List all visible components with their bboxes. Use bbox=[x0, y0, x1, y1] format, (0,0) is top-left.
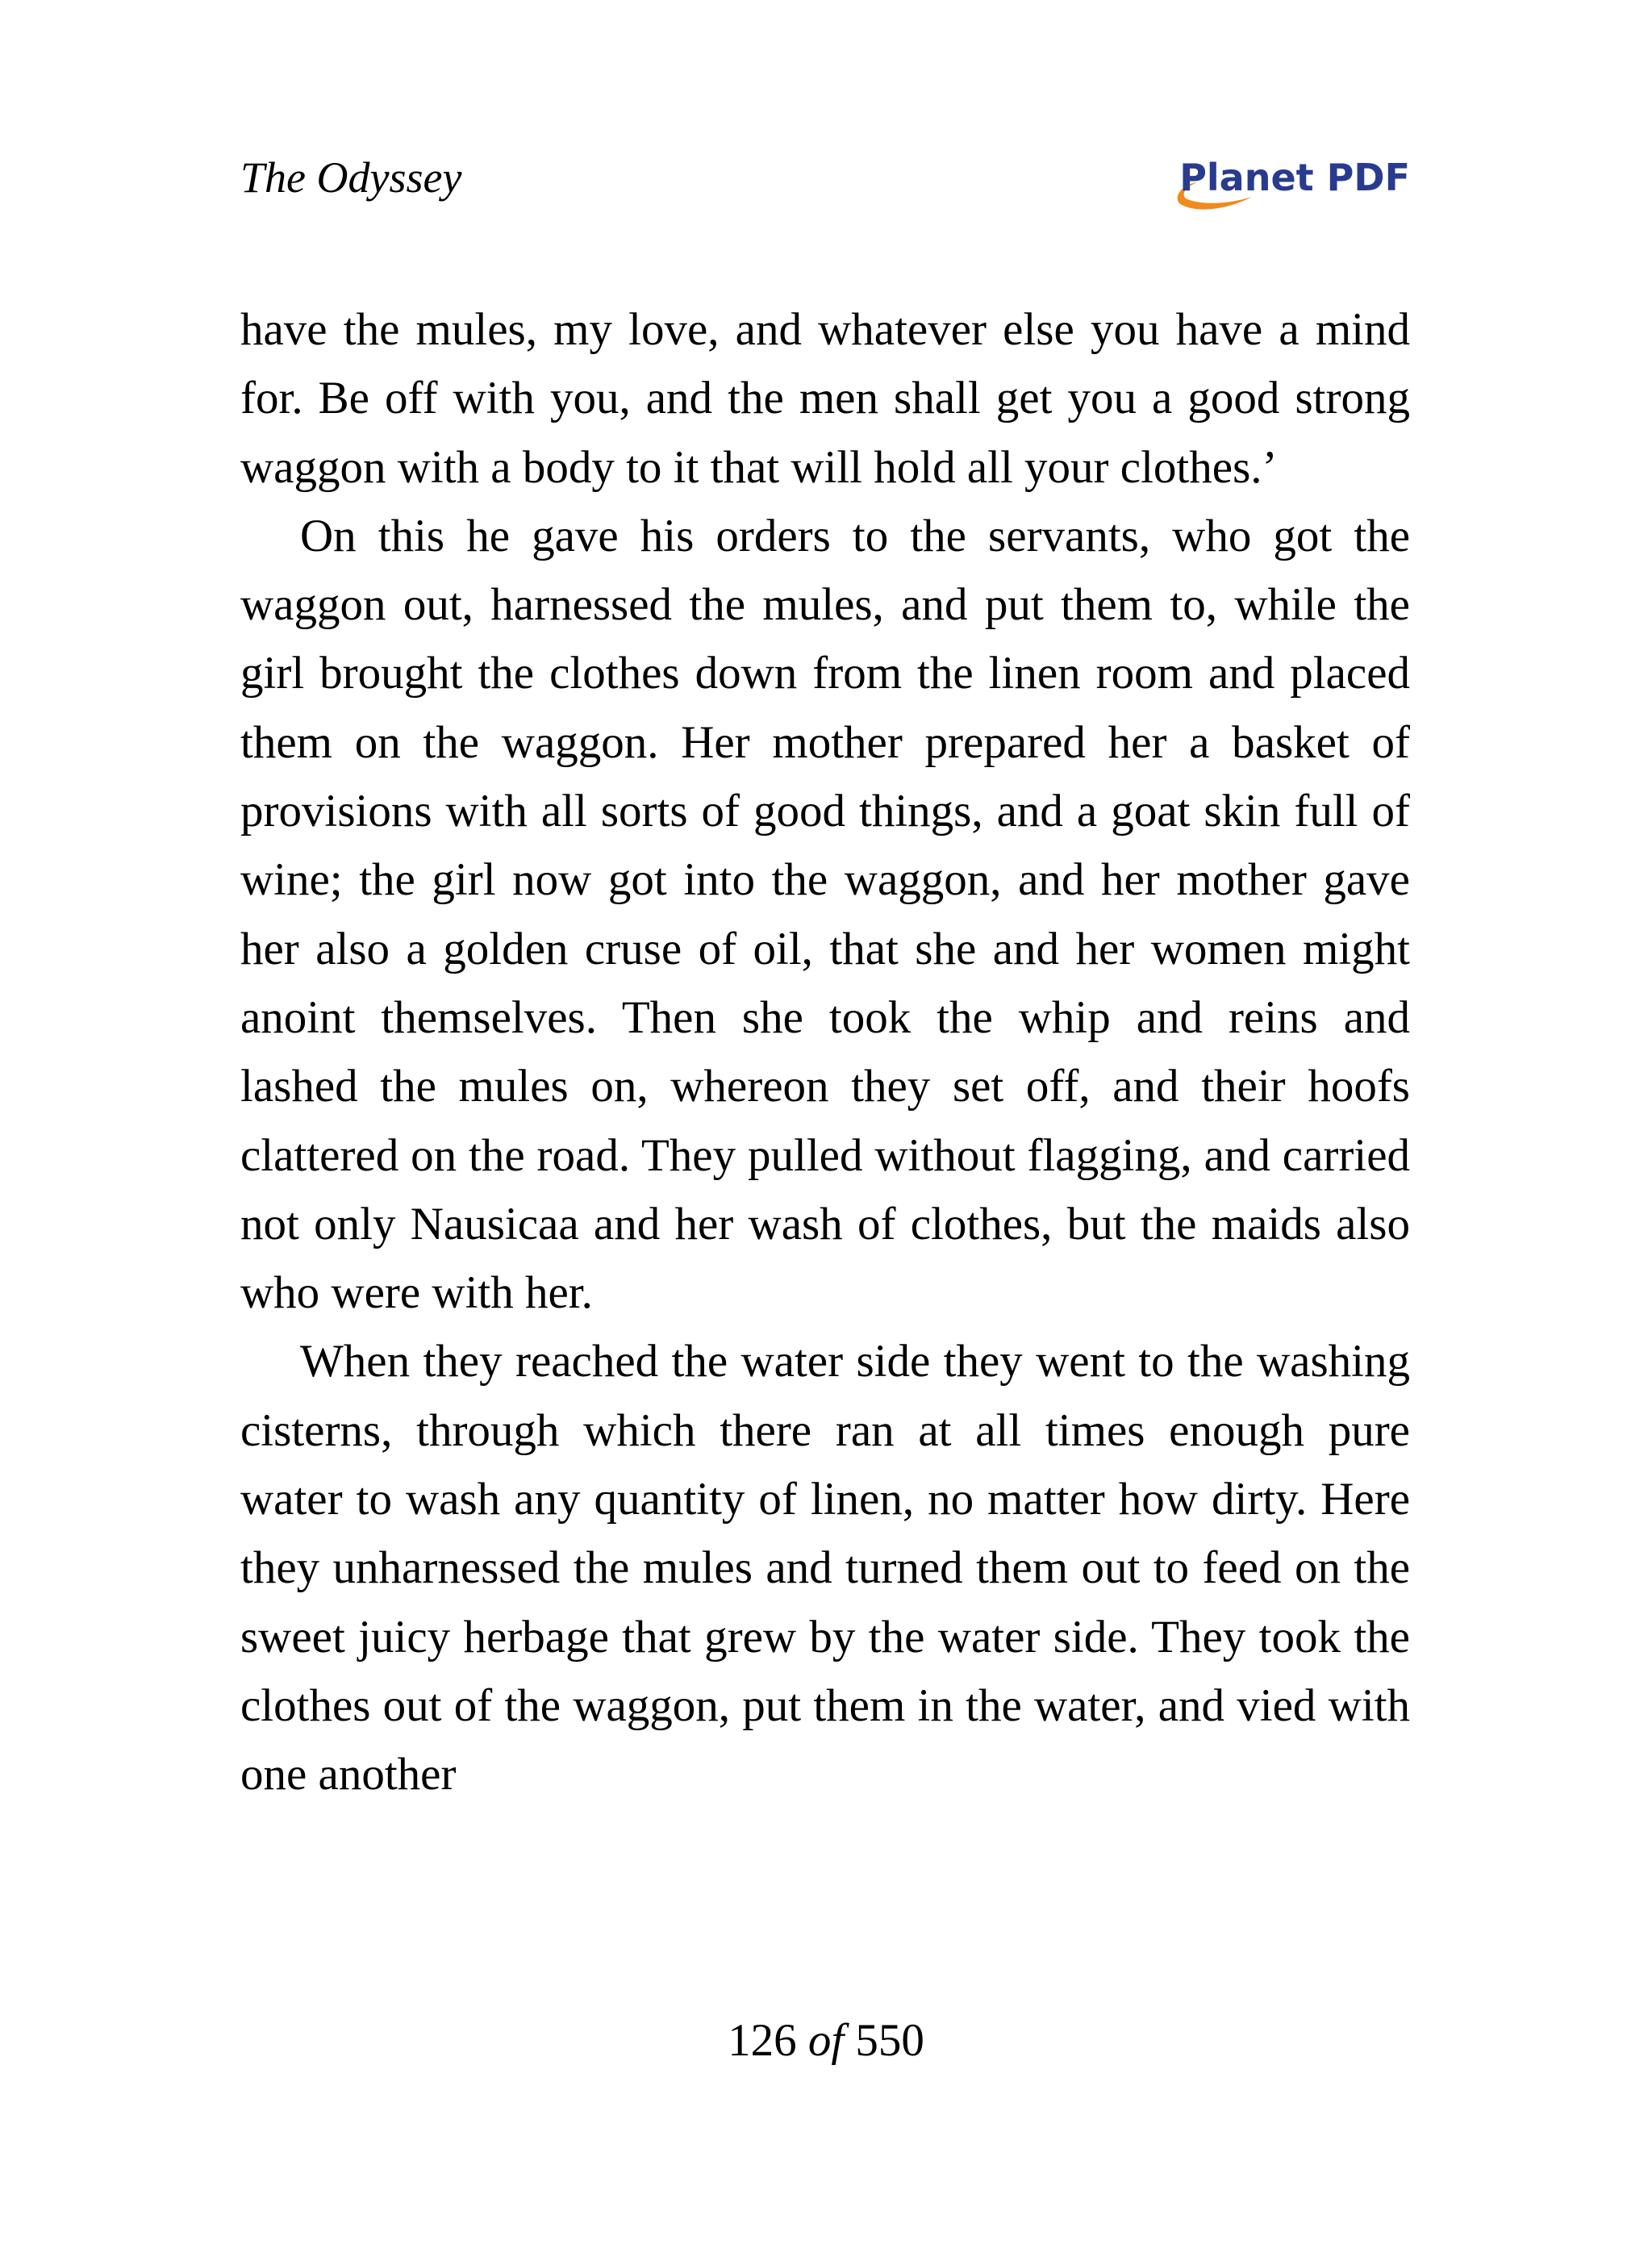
paragraph-continued: have the mules, my love, and whatever else you have a mind for. Be off with you, and the men shall get you a good strong waggon with a body to it that will hold all your clothes.’ bbox=[240, 304, 1410, 493]
page-header bbox=[240, 152, 1410, 216]
current-page: 126 bbox=[728, 2015, 797, 2066]
paragraph: On this he gave his orders to the servants, who got the waggon out, harnessed the mules, and put them to, while the girl brought the clothes down from the linen room and placed them on the waggon. Her mother prepared her a basket of provisions with all sorts of good things, and a goat skin full of wine; the girl now got into the waggon, and her mother gave her also a golden cruse of oil, that she and her women might anoint themselves. Then she took the whip and reins and lashed the mules on, whereon they set off, and their hoofs clattered on the road. They pulled without flagging, and carried not only Nausicaa and her wash of clothes, but the maids also who were with her. bbox=[240, 510, 1410, 1319]
total-pages: 550 bbox=[855, 2015, 924, 2066]
paragraph: When they reached the water side they went to the washing cisterns, through which there ran at all times enough pure water to wash any quantity of linen, no matter how dirty. Here they unharnessed the mules and turned them out to feed on the sweet juicy herbage that grew by the water side. They took the clothes out of the waggon, put them in the water, and vied with one another bbox=[240, 1336, 1410, 1800]
page-body bbox=[240, 295, 1410, 1809]
logo-text: Planet PDF bbox=[1179, 156, 1410, 199]
page-of-label: of bbox=[807, 2015, 845, 2066]
page-number bbox=[0, 2013, 1652, 2068]
planet-pdf-logo bbox=[1168, 152, 1410, 216]
book-title: The Odyssey bbox=[240, 153, 462, 202]
